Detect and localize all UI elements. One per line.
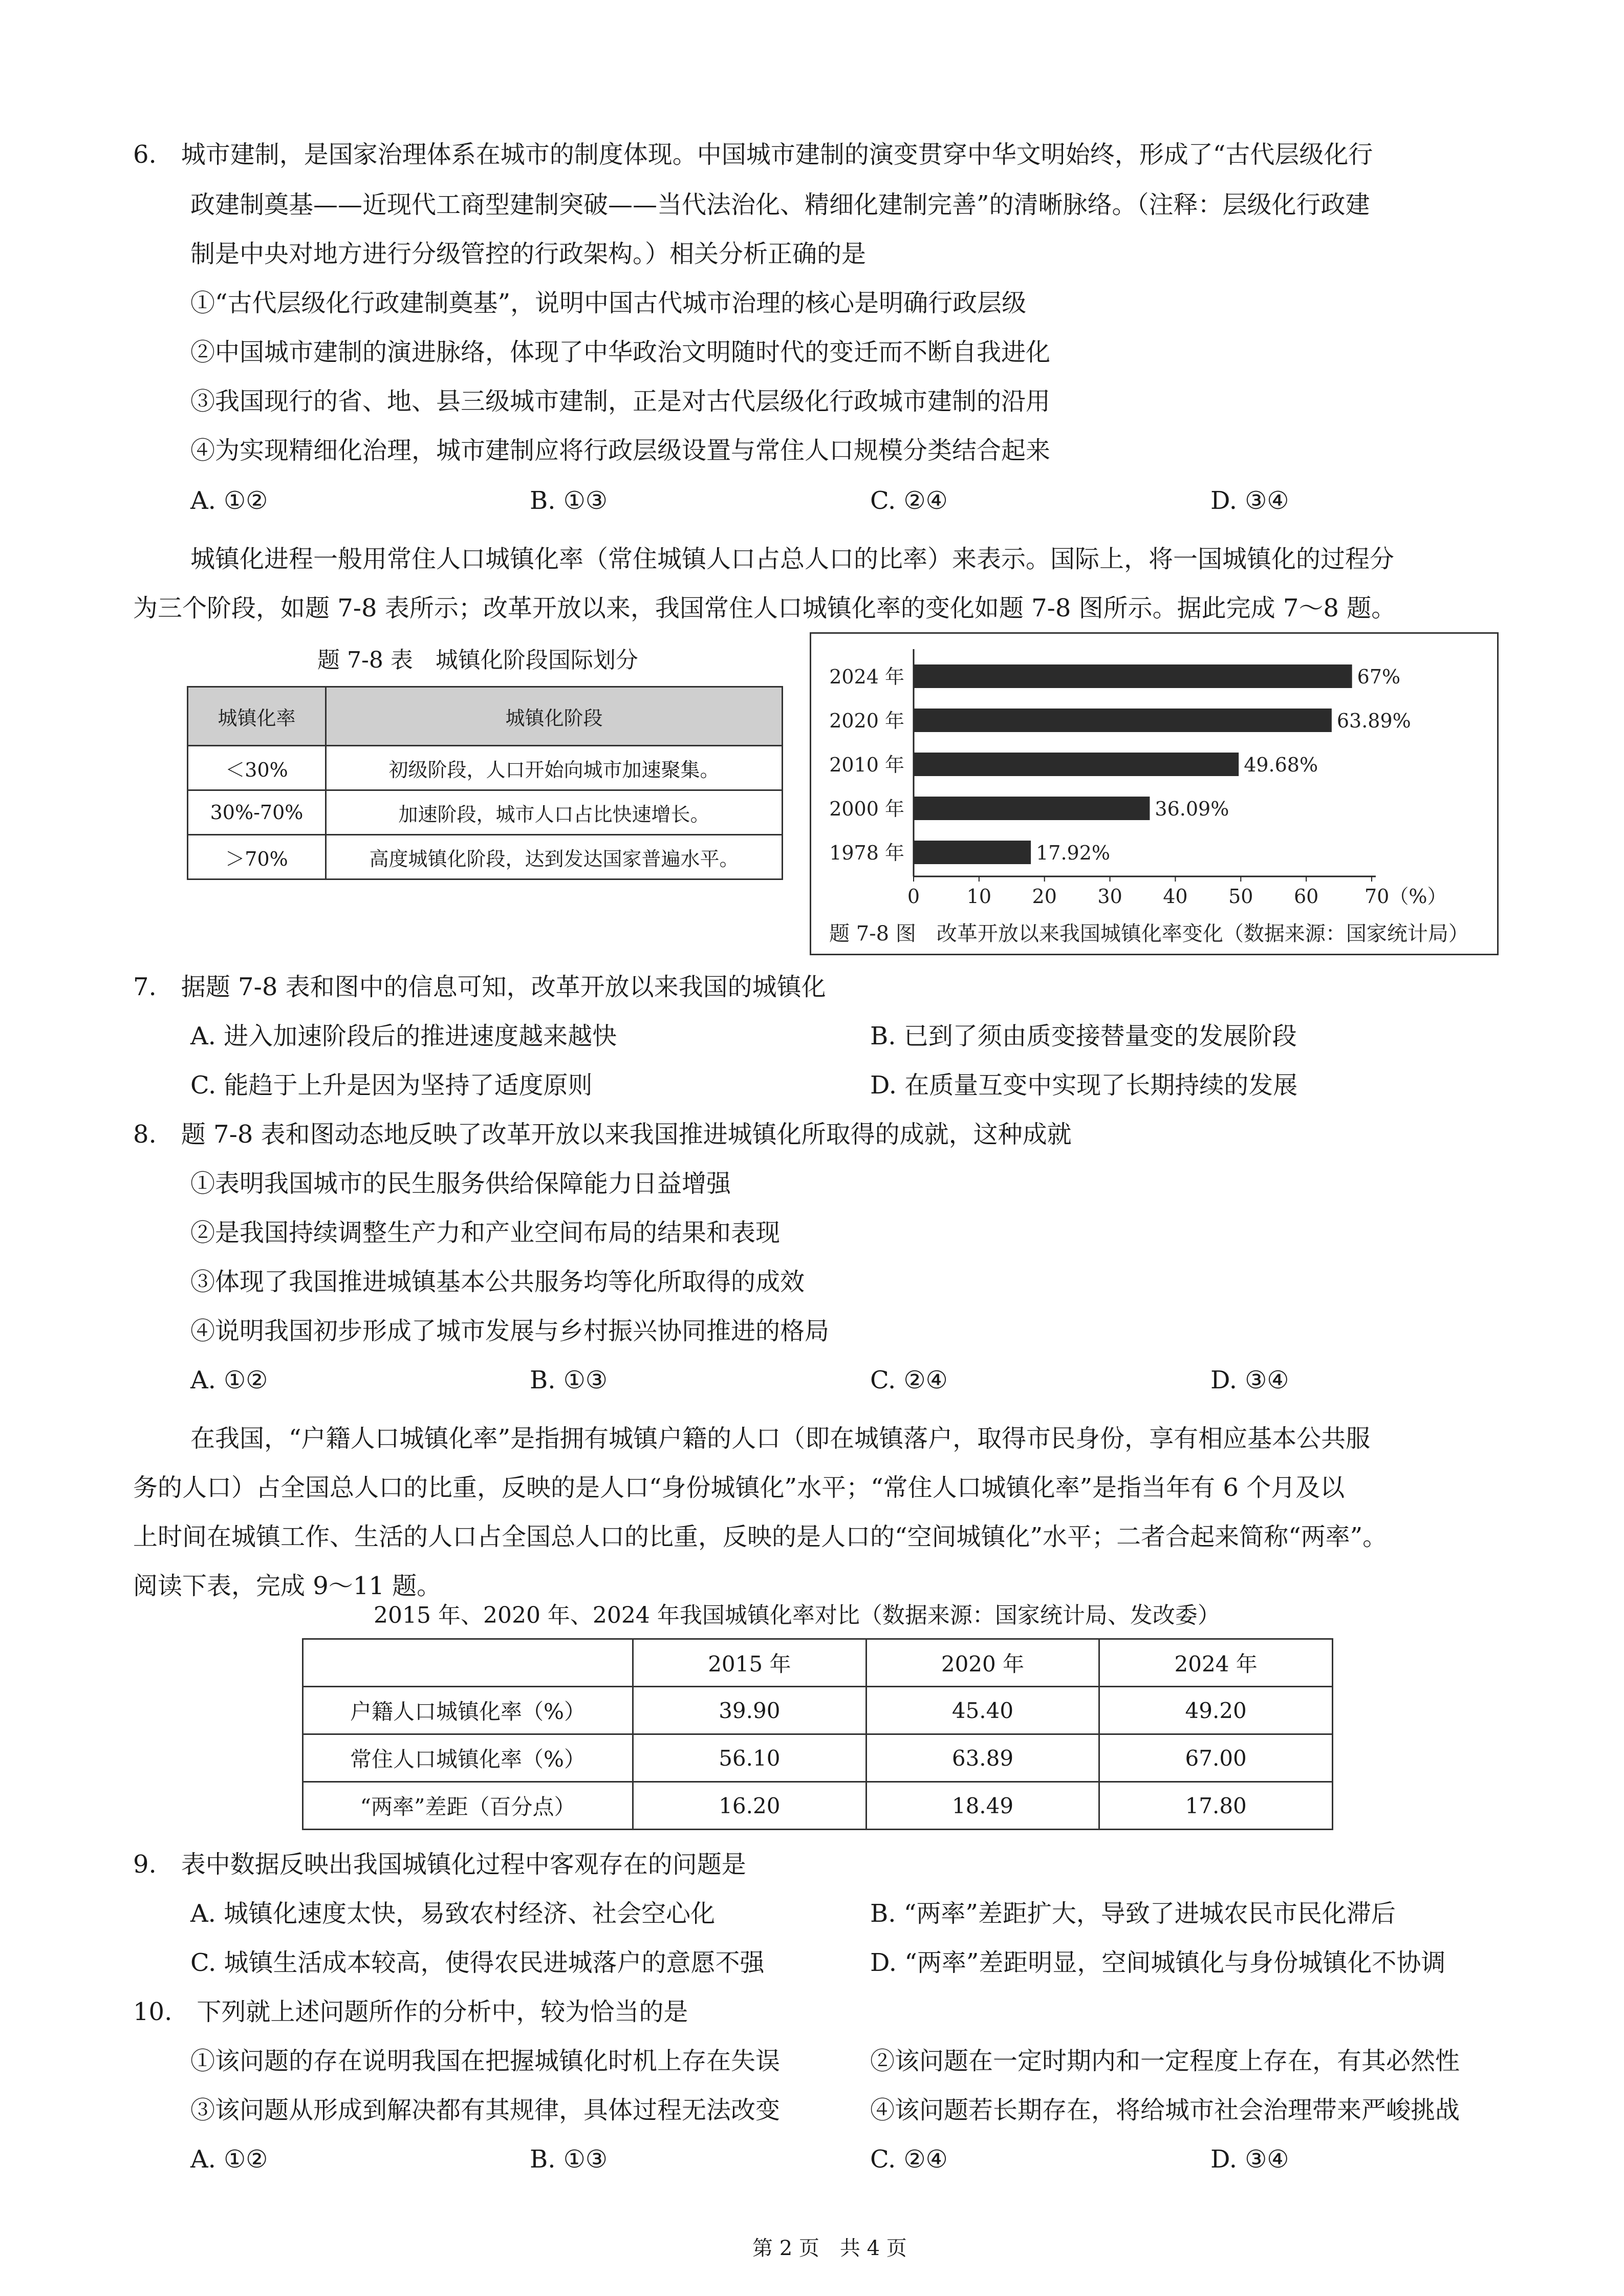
chart78-bar [914,841,1031,864]
q8-option-b: B. ①③ [530,1366,608,1394]
q8-item-1: ①表明我国城市的民生服务供给保障能力日益增强 [190,1169,731,1198]
table911-cell: 63.89 [866,1734,1099,1782]
q6-option-b: B. ①③ [530,486,608,515]
q10-option-a: A. ①② [190,2145,268,2174]
table78-header-rate: 城镇化率 [188,687,326,746]
table-row [303,1734,1333,1782]
table78 [187,686,783,880]
intro78-line-1: 城镇化进程一般用常住人口城镇化率（常住城镇人口占总人口的比率）来表示。国际上，将一国城镇化的过程分 [190,545,1395,573]
q8-option-d: D. ③④ [1210,1366,1289,1394]
q10-item-2: ②该问题在一定时期内和一定程度上存在，有其必然性 [870,2047,1460,2075]
intro78-line-2: 为三个阶段，如题 7-8 表所示；改革开放以来，我国常住人口城镇化率的变化如题 7-8 图所示。据此完成 7～8 题。 [133,594,1396,623]
table-row [303,1687,1333,1734]
q7-stem: 7. 据题 7-8 表和图中的信息可知，改革开放以来我国的城镇化 [133,973,826,1001]
q7-option-d: D. 在质量互变中实现了长期持续的发展 [870,1071,1298,1100]
table911-title: 2015 年、2020 年、2024 年我国城镇化率对比（数据来源：国家统计局、发改委） [374,1602,1220,1628]
table78-cell: ＜30% [188,746,326,790]
chart78-bar [914,753,1239,776]
q6-option-d: D. ③④ [1210,486,1289,515]
chart78-title: 题 7-8 图 改革开放以来我国城镇化率变化（数据来源：国家统计局） [829,922,1469,946]
table911-header-empty [303,1639,633,1687]
q9-option-d: D. “两率”差距明显，空间城镇化与身份城镇化不协调 [870,1948,1446,1977]
table78-cell: 高度城镇化阶段，达到发达国家普遍水平。 [326,835,783,879]
intro911-line-3: 上时间在城镇工作、生活的人口占全国总人口的比重，反映的是人口的“空间城镇化”水平；二者合起来简称“两率”。 [133,1522,1388,1551]
q8-option-c: C. ②④ [870,1366,948,1394]
chart78-x-tick-label: 70（%） [1365,885,1447,908]
q9-option-b: B. “两率”差距扩大，导致了进城农民市民化滞后 [870,1899,1396,1928]
chart78-x-tick-label: 10 [966,885,992,908]
q10-stem: 10. 下列就上述问题所作的分析中，较为恰当的是 [133,1998,688,2026]
chart78-x-tick-label: 20 [1032,885,1057,908]
q6-item-4: ④为实现精细化治理，城市建制应将行政层级设置与常住人口规模分类结合起来 [190,436,1051,465]
chart78-frame [810,632,1499,955]
q10-item-4: ④该问题若长期存在，将给城市社会治理带来严峻挑战 [870,2096,1460,2125]
q10-item-1: ①该问题的存在说明我国在把握城镇化时机上存在失误 [190,2047,781,2075]
chart78-bar [914,797,1150,820]
chart78-category-label: 2000 年 [829,798,904,820]
table911-cell: 45.40 [866,1687,1099,1734]
q10-option-d: D. ③④ [1210,2145,1289,2174]
table911-cell: 常住人口城镇化率（%） [303,1734,633,1782]
table78-cell: 初级阶段，人口开始向城市加速聚集。 [326,746,783,790]
q6-option-a: A. ①② [190,486,268,515]
q9-option-a: A. 城镇化速度太快，易致农村经济、社会空心化 [190,1899,716,1928]
table911-cell: 67.00 [1099,1734,1333,1782]
chart78-value-label: 17.92% [1036,842,1111,864]
q8-item-3: ③体现了我国推进城镇基本公共服务均等化所取得的成效 [190,1268,805,1296]
chart78-x-tick-label: 30 [1097,885,1122,908]
table911-header-2024: 2024 年 [1099,1639,1333,1687]
chart78-value-label: 63.89% [1336,710,1411,732]
chart78-bar [914,664,1352,688]
chart78-value-label: 36.09% [1155,798,1229,820]
table911-header-2020: 2020 年 [866,1639,1099,1687]
chart78-value-label: 67% [1357,666,1401,688]
table-row [303,1782,1333,1830]
q8-option-a: A. ①② [190,1366,268,1394]
table78-header-stage: 城镇化阶段 [326,687,783,746]
chart78-x-tick-label: 50 [1228,885,1253,908]
q6-stem-line-1: 6. 城市建制，是国家治理体系在城市的制度体现。中国城市建制的演变贯穿中华文明始终，形成了“古代层级化行 [133,140,1373,169]
chart78-category-label: 2010 年 [829,754,904,776]
q6-stem-line-2: 政建制奠基——近现代工商型建制突破——当代法治化、精细化建制完善”的清晰脉络。（注释：层级化行政建 [190,190,1370,219]
table-row [188,746,783,790]
q6-option-c: C. ②④ [870,486,948,515]
table78-title: 题 7-8 表 城镇化阶段国际划分 [317,647,638,673]
q7-option-a: A. 进入加速阶段后的推进速度越来越快 [190,1022,617,1050]
intro911-line-1: 在我国，“户籍人口城镇化率”是指拥有城镇户籍的人口（即在城镇落户，取得市民身份，享有相应基本公共服 [190,1424,1371,1453]
chart78-bar [914,709,1332,732]
q10-option-b: B. ①③ [530,2145,608,2174]
chart78-x-tick-label: 40 [1163,885,1188,908]
q6-stem-line-3: 制是中央对地方进行分级管控的行政架构。）相关分析正确的是 [190,240,867,268]
chart78-x-tick-label: 60 [1293,885,1319,908]
chart78-x-tick-label: 0 [907,885,920,908]
table911-cell: 56.10 [633,1734,867,1782]
table78-cell: ＞70% [188,835,326,879]
table-row [188,790,783,835]
table78-cell: 30%-70% [188,790,326,835]
table911-cell: 16.20 [633,1782,867,1830]
table911-cell: 49.20 [1099,1687,1333,1734]
q6-item-1: ①“古代层级化行政建制奠基”，说明中国古代城市治理的核心是明确行政层级 [190,289,1027,317]
q9-stem: 9. 表中数据反映出我国城镇化过程中客观存在的问题是 [133,1850,746,1879]
chart78-category-label: 2024 年 [829,666,904,688]
chart78-value-label: 49.68% [1244,754,1318,776]
table911-cell: 17.80 [1099,1782,1333,1830]
q7-option-b: B. 已到了须由质变接替量变的发展阶段 [870,1022,1297,1050]
q9-option-c: C. 城镇生活成本较高，使得农民进城落户的意愿不强 [190,1948,765,1977]
table-row [188,835,783,879]
table911-cell: 39.90 [633,1687,867,1734]
page-footer: 第 2 页 共 4 页 [752,2237,907,2260]
table911 [302,1638,1333,1830]
chart78-category-label: 1978 年 [829,842,904,864]
q6-item-3: ③我国现行的省、地、县三级城市建制，正是对古代层级化行政城市建制的沿用 [190,387,1051,416]
intro911-line-2: 务的人口）占全国总人口的比重，反映的是人口“身份城镇化”水平；“常住人口城镇化率”是指当年有 6 个月及以 [133,1473,1345,1502]
q10-item-3: ③该问题从形成到解决都有其规律，具体过程无法改变 [190,2096,781,2125]
chart78 [811,634,1497,954]
table911-cell: “两率”差距（百分点） [303,1782,633,1830]
table911-cell: 户籍人口城镇化率（%） [303,1687,633,1734]
q10-option-c: C. ②④ [870,2145,948,2174]
intro911-line-4: 阅读下表，完成 9～11 题。 [133,1572,442,1600]
table911-header-2015: 2015 年 [633,1639,867,1687]
chart78-category-label: 2020 年 [829,710,904,732]
q7-option-c: C. 能趋于上升是因为坚持了适度原则 [190,1071,593,1100]
q8-stem: 8. 题 7-8 表和图动态地反映了改革开放以来我国推进城镇化所取得的成就，这种成就 [133,1120,1072,1149]
q6-item-2: ②中国城市建制的演进脉络，体现了中华政治文明随时代的变迁而不断自我进化 [190,338,1051,367]
table78-cell: 加速阶段，城市人口占比快速增长。 [326,790,783,835]
q8-item-2: ②是我国持续调整生产力和产业空间布局的结果和表现 [190,1218,781,1247]
table911-cell: 18.49 [866,1782,1099,1830]
q8-item-4: ④说明我国初步形成了城市发展与乡村振兴协同推进的格局 [190,1317,830,1345]
